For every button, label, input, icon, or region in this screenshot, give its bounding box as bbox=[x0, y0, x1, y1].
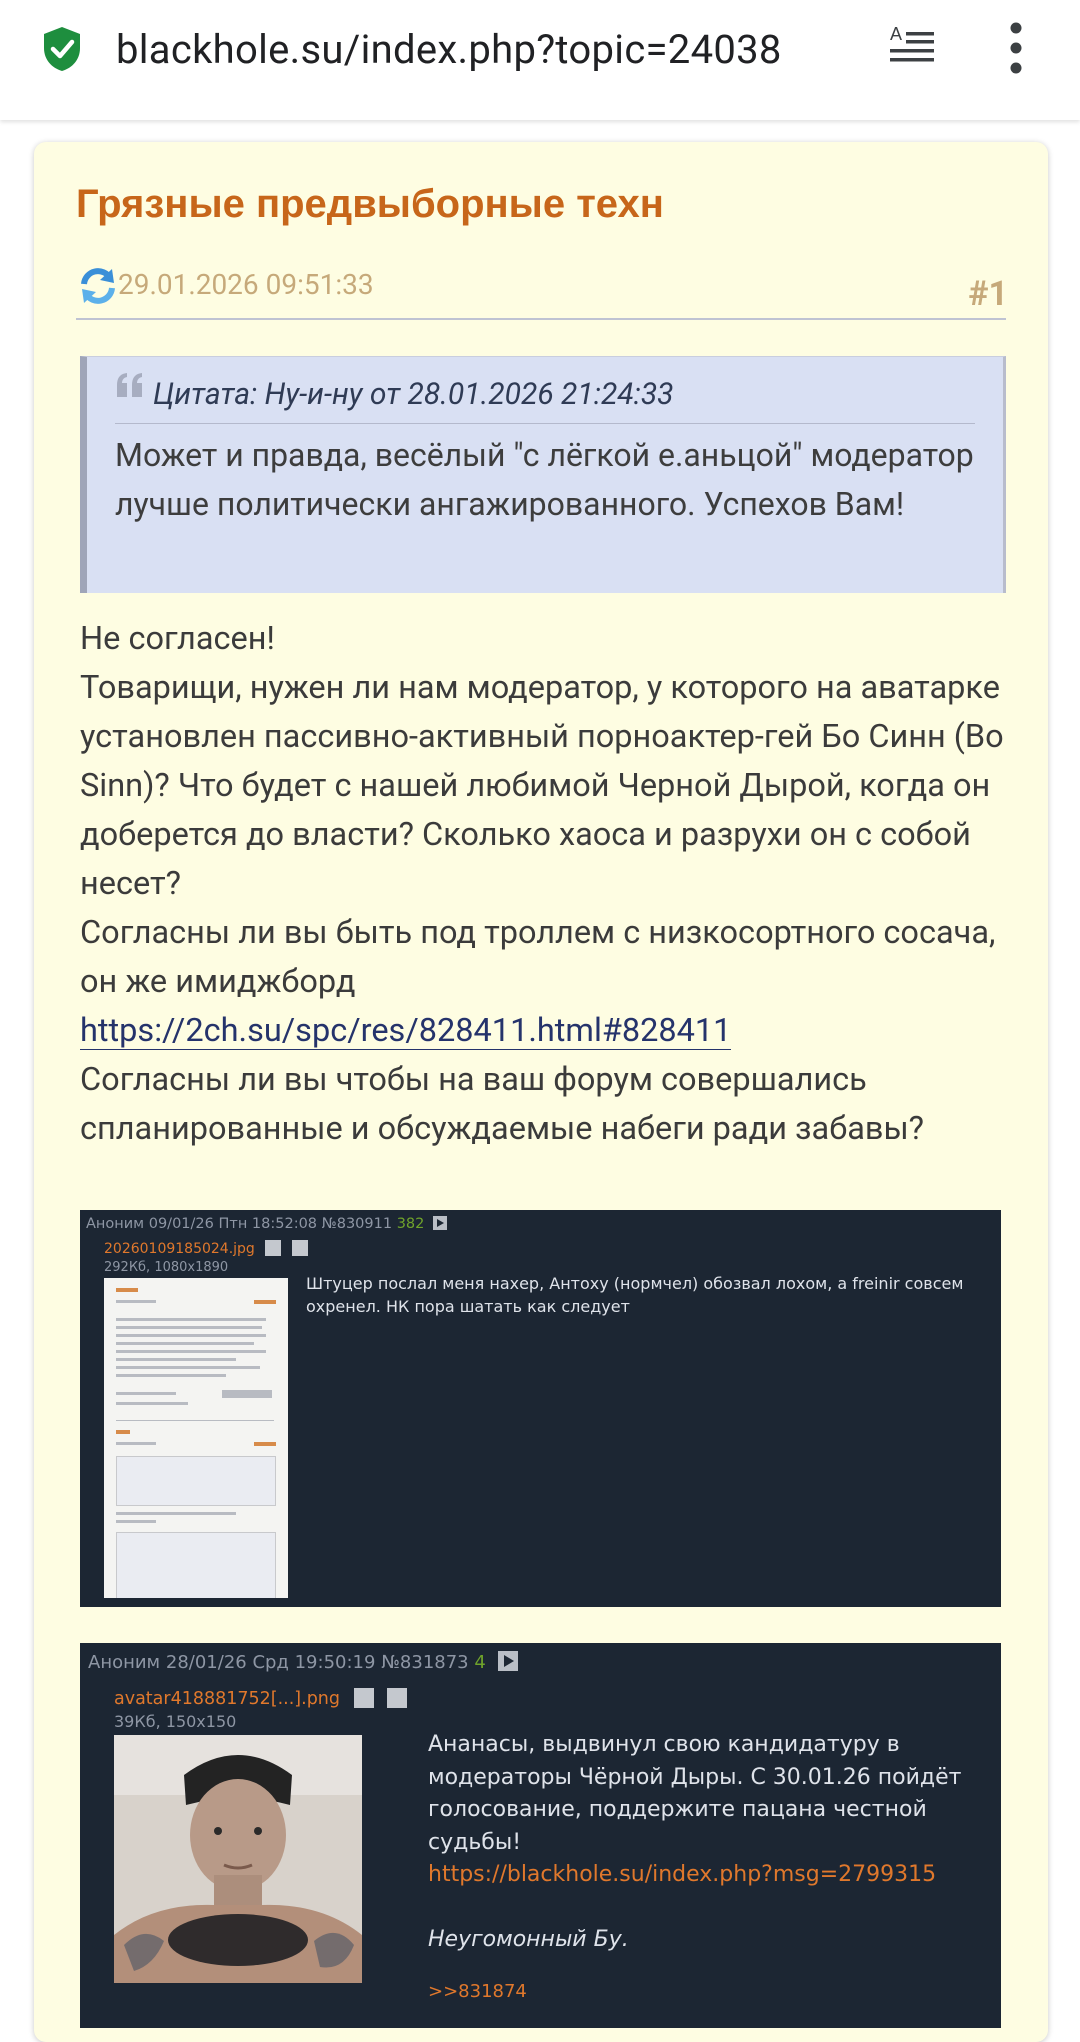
post-paragraph: Согласны ли вы быть под троллем с низкосортного сосача, он же имиджборд bbox=[80, 913, 996, 1000]
imageboard-post-header bbox=[88, 1651, 518, 1673]
search-icon bbox=[265, 1240, 281, 1256]
post-paragraph: Согласны ли вы чтобы на ваш форум совершались спланированные и обсуждаемые набеги ради забавы? bbox=[80, 1060, 925, 1147]
post-id: №831873 bbox=[381, 1652, 469, 1673]
thumbnail-image bbox=[104, 1278, 288, 1598]
external-link[interactable]: https://2ch.su/spc/res/828411.html#828411 bbox=[80, 1011, 732, 1049]
post-title[interactable]: Грязные предвыборные техн bbox=[76, 182, 664, 226]
file-info bbox=[104, 1240, 308, 1257]
file-size: 39Кб, 150x150 bbox=[114, 1712, 237, 1731]
divider bbox=[76, 318, 1006, 320]
quote-text: Может и правда, весёлый "с лёгкой е.аньцой" модератор лучше политически ангажированного. Успехов Вам! bbox=[115, 436, 974, 523]
svg-text:A: A bbox=[890, 24, 903, 44]
post-number-link[interactable]: #1 bbox=[968, 274, 1008, 314]
file-name: 20260109185024.jpg bbox=[104, 1241, 255, 1257]
play-icon bbox=[433, 1216, 447, 1230]
quote-divider bbox=[115, 423, 975, 424]
post-datetime: 09/01/26 Птн 18:52:08 bbox=[148, 1216, 318, 1232]
post-author: Аноним bbox=[88, 1652, 161, 1673]
forum-post bbox=[34, 142, 1048, 2042]
post-datetime: 28/01/26 Срд 19:50:19 bbox=[165, 1652, 376, 1673]
post-signature: Неугомонный Бу. bbox=[428, 1926, 629, 1952]
search-icon bbox=[354, 1688, 374, 1708]
url-field[interactable] bbox=[116, 22, 856, 78]
post-paragraph: Товарищи, нужен ли нам модератор, у которого на аватарке установлен пассивно-активный порноактер-гей Бо Синн (Bo Sinn)? Что будет с нашей любимой Черной Дырой, когда он доберется до власти? Сколько хаоса и разрухи он с собой несет? bbox=[80, 668, 1004, 902]
file-size: 292Кб, 1080x1890 bbox=[104, 1260, 229, 1275]
quote-block bbox=[80, 356, 1006, 593]
browser-toolbar bbox=[0, 0, 1080, 120]
refresh-icon bbox=[78, 266, 118, 306]
embedded-image-1[interactable] bbox=[80, 1210, 1001, 1607]
post-text: Ананасы, выдвинул свою кандидатуру в модераторы Чёрной Дыры. С 30.01.26 пойдёт голосование, поддержите пацана честной судьбы! bbox=[428, 1732, 962, 1855]
reply-reference: >>831874 bbox=[428, 1981, 527, 2002]
avatar-photo bbox=[114, 1735, 362, 1983]
reply-count: 4 bbox=[474, 1652, 486, 1673]
embedded-image-2[interactable] bbox=[80, 1643, 1001, 2028]
post-author: Аноним bbox=[86, 1216, 145, 1232]
post-body bbox=[80, 614, 1040, 1153]
quote-header-link[interactable]: Цитата: Ну-и-ну от 28.01.2026 21:24:33 bbox=[153, 377, 674, 412]
quote-icon bbox=[115, 371, 145, 399]
file-name: avatar418881752[...].png bbox=[114, 1689, 341, 1709]
imageboard-link: https://blackhole.su/index.php?msg=2799315 bbox=[428, 1862, 937, 1887]
shield-check-icon[interactable] bbox=[42, 26, 82, 72]
post-meta bbox=[78, 262, 1008, 316]
page-content bbox=[0, 120, 1080, 2015]
reply-count: 382 bbox=[396, 1216, 425, 1232]
play-icon bbox=[498, 1651, 518, 1671]
url-text: blackhole.su/index.php?topic=24038 bbox=[116, 26, 782, 73]
imageboard-post-text bbox=[428, 1729, 988, 2009]
file-info bbox=[114, 1688, 407, 1709]
reader-mode-icon[interactable] bbox=[888, 22, 936, 70]
post-id: №830911 bbox=[321, 1216, 393, 1232]
download-icon bbox=[292, 1240, 308, 1256]
imageboard-post-text: Штуцер послал меня нахер, Антоху (нормчел) обозвал лохом, а freinir совсем охренел. НК пора шатать как следует bbox=[306, 1274, 964, 1316]
download-icon bbox=[387, 1688, 407, 1708]
post-date: 29.01.2026 09:51:33 bbox=[118, 268, 374, 301]
post-paragraph: Не согласен! bbox=[80, 619, 275, 657]
more-vert-icon[interactable] bbox=[1000, 22, 1032, 74]
imageboard-post-header bbox=[86, 1216, 447, 1232]
